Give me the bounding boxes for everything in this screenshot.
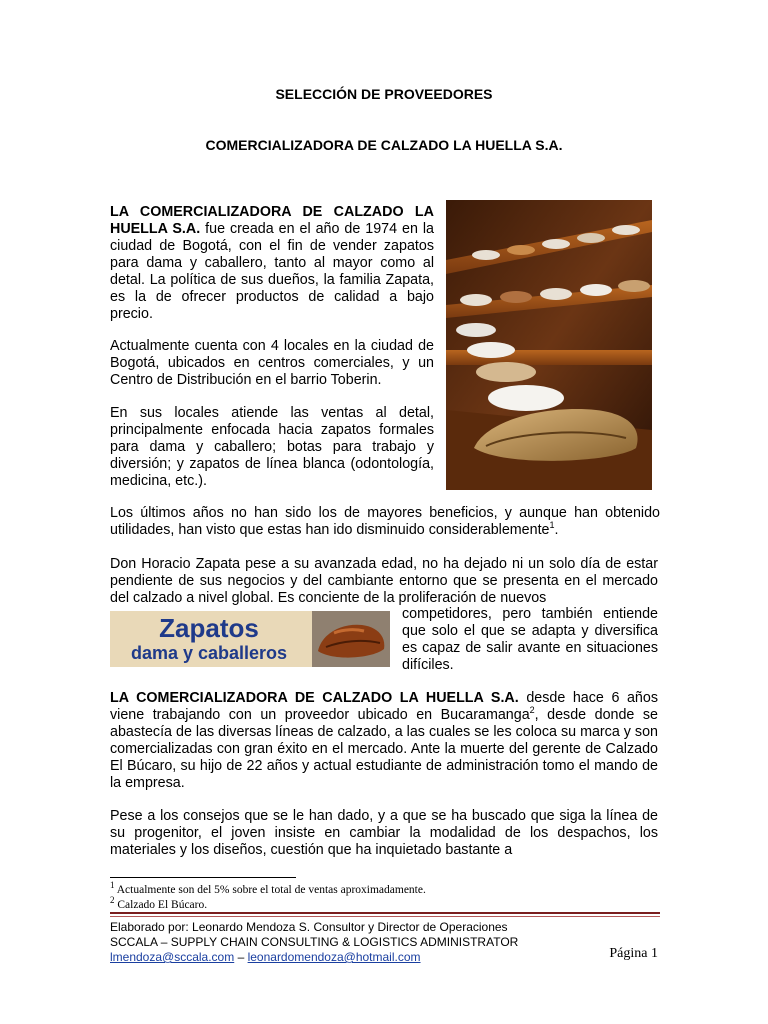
footnote-ref-2[interactable]: 2: [529, 705, 535, 716]
page-title: SELECCIÓN DE PROVEEDORES: [275, 86, 493, 102]
paragraph-proveedor: [110, 690, 658, 792]
banner-line-2: dama y caballeros: [130, 643, 288, 663]
company-name-bold-2: LA COMERCIALIZADORA DE CALZADO LA HUELLA S.A.: [110, 690, 519, 706]
footnote-2-text: Calzado El Búcaro.: [114, 899, 208, 911]
footnote-1-mark: 1: [110, 880, 115, 891]
footer-rule-top: [110, 912, 660, 914]
paragraph-horacio: Don Horacio Zapata pese a su avanzada edad, no ha dejado ni un solo día de estar pendiente de sus negocios y del cambiante entorno que se presenta en el mercado del calzado a nivel global. Es conciente de la proliferación de nuevos: [110, 556, 658, 606]
footer-author: Elaborado por: Leonardo Mendoza S. Consultor y Director de Operaciones: [110, 920, 508, 934]
paragraph-beneficios-end: .: [554, 522, 559, 538]
footnote-2: [110, 895, 660, 912]
banner-text-block: [110, 611, 308, 667]
banner-line-1: Zapatos: [159, 613, 259, 643]
paragraph-proveedor-a: desde hace 6 años viene trabajando con un proveedor ubicado en Bucaramanga: [110, 690, 658, 723]
email-link-hotmail[interactable]: leonardomendoza@hotmail.com: [247, 950, 421, 964]
paragraph-beneficios-text: Los últimos años no han sido los de mayores beneficios, y aunque han obtenido utilidades, han visto que estas han ido disminuido considerablemente: [110, 505, 660, 538]
paragraph-consejos: Pese a los consejos que se le han dado, y a que se ha buscado que siga la línea de su progenitor, el joven insiste en cambiar la modalidad de los despachos, los materiales y los diseños, cuestión que ha inquietado bastante a: [110, 808, 658, 858]
zapatos-banner: [110, 611, 390, 667]
paragraph-locales: Actualmente cuenta con 4 locales en la ciudad de Bogotá, ubicados en centros comerciales, y un Centro de Distribución en el barrio Toberin.: [110, 338, 434, 388]
paragraph-beneficios: [110, 505, 660, 539]
footer-rule-bottom: [110, 916, 660, 917]
footer-emails: [110, 949, 550, 965]
footnote-separator: [110, 877, 296, 878]
paragraph-proveedor-b: , desde donde se abastecía de las diversas líneas de calzado, a las cuales se les coloca su marca y son comercializadas con gran éxito en el mercado. Ante la muerte del gerente de Calzado El Búcaro, su hijo de 22 años y actual estudiante de administración tomo el mando de la empresa.: [110, 707, 658, 791]
page-subtitle: COMERCIALIZADORA DE CALZADO LA HUELLA S.A.: [205, 137, 563, 153]
email-separator: –: [234, 950, 248, 964]
banner-shoe-photo: [312, 611, 390, 667]
shoe-display-photo: [446, 200, 652, 490]
footnote-1: [110, 880, 660, 897]
email-link-sccala[interactable]: lmendoza@sccala.com: [110, 950, 235, 964]
page-number: Página 1: [609, 946, 658, 961]
paragraph-intro-text: fue creada en el año de 1974 en la ciudad de Bogotá, con el fin de vender zapatos para dama y caballero, tanto al mayor como al detal. La política de sus dueños, la familia Zapata, es la de ofrecer productos de calidad a bajo precio.: [110, 221, 434, 322]
footnote-2-mark: 2: [110, 895, 115, 906]
footnote-ref-1[interactable]: 1: [549, 520, 555, 531]
paragraph-competidores: competidores, pero también entiende que solo el que se adapta y diversifica es capaz de salir avante en situaciones difíciles.: [402, 606, 658, 673]
footnote-1-text: Actualmente son del 5% sobre el total de ventas aproximadamente.: [114, 884, 426, 896]
paragraph-intro: [110, 204, 434, 323]
paragraph-ventas: En sus locales atiende las ventas al detal, principalmente enfocada hacia zapatos formales para dama y caballero; botas para trabajo y diversión; y zapatos de línea blanca (odontología, medicina, etc.).: [110, 405, 434, 489]
company-name-bold: LA COMERCIALIZADORA DE CALZADO LA HUELLA S.A.: [110, 204, 434, 237]
footer-company: SCCALA – SUPPLY CHAIN CONSULTING & LOGISTICS ADMINISTRATOR: [110, 935, 519, 949]
